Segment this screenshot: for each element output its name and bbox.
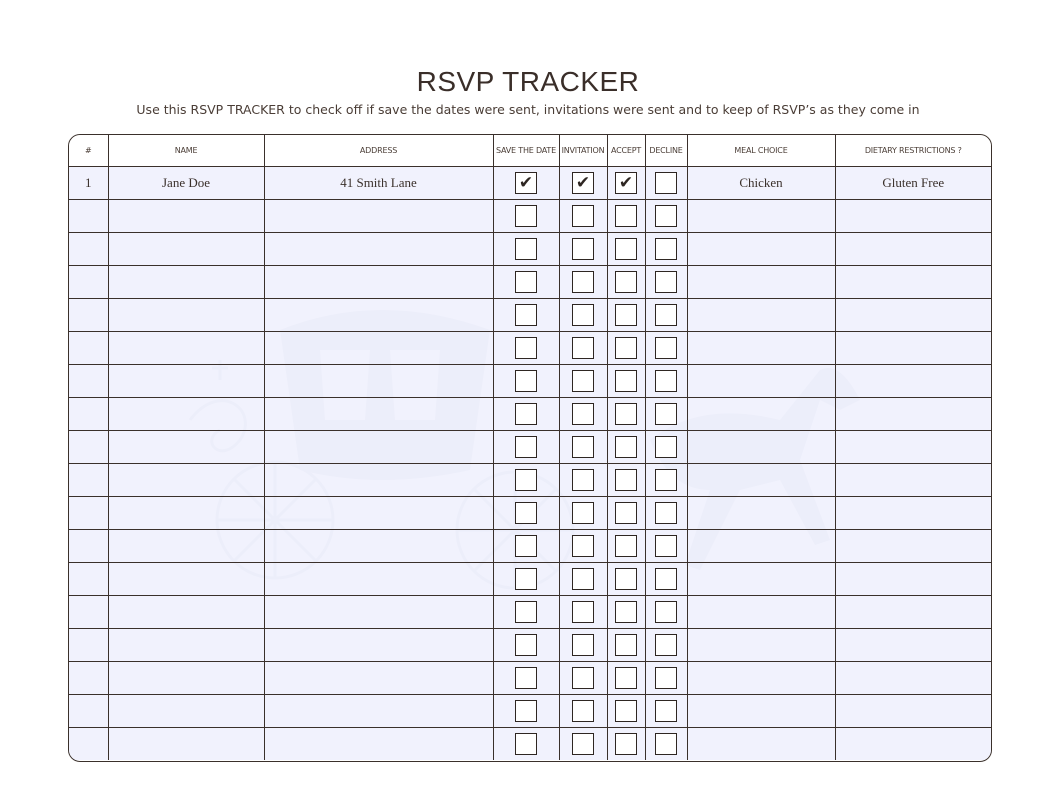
invitation-checkbox-cell bbox=[559, 629, 607, 662]
guest-address-cell[interactable] bbox=[264, 299, 493, 332]
guest-name-cell[interactable] bbox=[108, 299, 264, 332]
column-header-save-the-date: SAVE THE DATE bbox=[493, 135, 559, 167]
meal-choice-cell[interactable] bbox=[687, 365, 835, 398]
table-row bbox=[69, 530, 991, 563]
dietary-restrictions-cell[interactable] bbox=[835, 596, 991, 629]
guest-address-cell[interactable] bbox=[264, 695, 493, 728]
dietary-restrictions-cell[interactable] bbox=[835, 398, 991, 431]
table-row bbox=[69, 167, 991, 200]
decline-checkbox[interactable] bbox=[655, 469, 677, 491]
meal-choice-cell[interactable] bbox=[687, 728, 835, 761]
row-number-cell bbox=[69, 497, 108, 530]
dietary-restrictions-cell[interactable]: Gluten Free bbox=[835, 167, 991, 200]
invitation-checkbox-cell bbox=[559, 365, 607, 398]
meal-choice-cell[interactable] bbox=[687, 596, 835, 629]
meal-choice-cell[interactable] bbox=[687, 530, 835, 563]
decline-checkbox-cell bbox=[645, 728, 687, 761]
accept-checkbox-cell bbox=[607, 497, 645, 530]
accept-checkbox-cell bbox=[607, 728, 645, 761]
dietary-restrictions-cell[interactable] bbox=[835, 431, 991, 464]
save-the-date-checkbox[interactable] bbox=[515, 502, 537, 524]
guest-name-cell[interactable] bbox=[108, 365, 264, 398]
save-the-date-checkbox[interactable] bbox=[515, 370, 537, 392]
table-row bbox=[69, 563, 991, 596]
table-row bbox=[69, 497, 991, 530]
accept-checkbox[interactable] bbox=[615, 733, 637, 755]
accept-checkbox[interactable] bbox=[615, 370, 637, 392]
save-the-date-checkbox-cell bbox=[493, 596, 559, 629]
guest-name-cell[interactable] bbox=[108, 332, 264, 365]
guest-address-cell[interactable] bbox=[264, 365, 493, 398]
invitation-checkbox-cell bbox=[559, 266, 607, 299]
decline-checkbox-cell bbox=[645, 431, 687, 464]
invitation-checkbox-cell bbox=[559, 596, 607, 629]
table-row bbox=[69, 332, 991, 365]
guest-name-cell[interactable] bbox=[108, 200, 264, 233]
row-number-cell bbox=[69, 695, 108, 728]
accept-checkbox-cell bbox=[607, 365, 645, 398]
accept-checkbox-cell bbox=[607, 596, 645, 629]
invitation-checkbox[interactable] bbox=[572, 238, 594, 260]
table-row bbox=[69, 662, 991, 695]
meal-choice-cell[interactable] bbox=[687, 629, 835, 662]
accept-checkbox[interactable] bbox=[615, 304, 637, 326]
row-number-cell bbox=[69, 596, 108, 629]
decline-checkbox-cell bbox=[645, 299, 687, 332]
decline-checkbox[interactable] bbox=[655, 337, 677, 359]
guest-name-cell[interactable] bbox=[108, 629, 264, 662]
accept-checkbox[interactable] bbox=[615, 337, 637, 359]
save-the-date-checkbox-cell bbox=[493, 398, 559, 431]
invitation-checkbox[interactable] bbox=[572, 733, 594, 755]
decline-checkbox[interactable] bbox=[655, 271, 677, 293]
row-number-cell bbox=[69, 266, 108, 299]
table-row bbox=[69, 266, 991, 299]
guest-address-cell[interactable] bbox=[264, 464, 493, 497]
invitation-checkbox-cell bbox=[559, 695, 607, 728]
guest-address-cell[interactable] bbox=[264, 332, 493, 365]
guest-name-cell[interactable] bbox=[108, 596, 264, 629]
save-the-date-checkbox[interactable] bbox=[515, 238, 537, 260]
invitation-checkbox-cell bbox=[559, 662, 607, 695]
save-the-date-checkbox[interactable] bbox=[515, 634, 537, 656]
decline-checkbox[interactable] bbox=[655, 601, 677, 623]
dietary-restrictions-cell[interactable] bbox=[835, 332, 991, 365]
dietary-restrictions-cell[interactable] bbox=[835, 266, 991, 299]
dietary-restrictions-cell[interactable] bbox=[835, 695, 991, 728]
invitation-checkbox-cell bbox=[559, 431, 607, 464]
accept-checkbox[interactable] bbox=[615, 700, 637, 722]
row-number-cell bbox=[69, 662, 108, 695]
invitation-checkbox-cell bbox=[559, 464, 607, 497]
invitation-checkbox[interactable] bbox=[572, 502, 594, 524]
meal-choice-cell[interactable] bbox=[687, 200, 835, 233]
table-row bbox=[69, 233, 991, 266]
table-row bbox=[69, 398, 991, 431]
decline-checkbox[interactable] bbox=[655, 733, 677, 755]
invitation-checkbox-cell bbox=[559, 299, 607, 332]
invitation-checkbox[interactable] bbox=[572, 535, 594, 557]
guest-name-cell[interactable] bbox=[108, 497, 264, 530]
decline-checkbox[interactable] bbox=[655, 535, 677, 557]
decline-checkbox-cell bbox=[645, 662, 687, 695]
accept-checkbox[interactable] bbox=[615, 535, 637, 557]
accept-checkbox-cell bbox=[607, 431, 645, 464]
save-the-date-checkbox[interactable] bbox=[515, 667, 537, 689]
decline-checkbox-cell bbox=[645, 596, 687, 629]
guest-address-cell[interactable] bbox=[264, 662, 493, 695]
guest-address-cell[interactable] bbox=[264, 728, 493, 761]
guest-address-cell[interactable] bbox=[264, 530, 493, 563]
decline-checkbox[interactable] bbox=[655, 238, 677, 260]
guest-name-cell[interactable] bbox=[108, 431, 264, 464]
accept-checkbox[interactable]: ✔ bbox=[615, 172, 637, 194]
accept-checkbox[interactable] bbox=[615, 436, 637, 458]
column-header-number: # bbox=[69, 135, 108, 167]
save-the-date-checkbox-cell bbox=[493, 167, 559, 200]
guest-address-cell[interactable] bbox=[264, 563, 493, 596]
invitation-checkbox[interactable] bbox=[572, 667, 594, 689]
accept-checkbox[interactable] bbox=[615, 667, 637, 689]
guest-address-cell[interactable] bbox=[264, 398, 493, 431]
invitation-checkbox[interactable] bbox=[572, 469, 594, 491]
row-number-cell bbox=[69, 332, 108, 365]
invitation-checkbox-cell bbox=[559, 167, 607, 200]
save-the-date-checkbox-cell bbox=[493, 530, 559, 563]
accept-checkbox-cell bbox=[607, 233, 645, 266]
row-number-cell bbox=[69, 233, 108, 266]
save-the-date-checkbox[interactable]: ✔ bbox=[515, 172, 537, 194]
column-header-address: ADDRESS bbox=[264, 135, 493, 167]
save-the-date-checkbox-cell bbox=[493, 431, 559, 464]
accept-checkbox[interactable] bbox=[615, 502, 637, 524]
row-number-cell bbox=[69, 431, 108, 464]
meal-choice-cell[interactable] bbox=[687, 662, 835, 695]
save-the-date-checkbox[interactable] bbox=[515, 601, 537, 623]
invitation-checkbox-cell bbox=[559, 530, 607, 563]
guest-address-cell[interactable] bbox=[264, 200, 493, 233]
guest-name-cell[interactable] bbox=[108, 398, 264, 431]
guest-address-cell[interactable]: 41 Smith Lane bbox=[264, 167, 493, 200]
page-title: RSVP TRACKER bbox=[416, 66, 640, 97]
save-the-date-checkbox[interactable] bbox=[515, 337, 537, 359]
save-the-date-checkbox-cell bbox=[493, 299, 559, 332]
decline-checkbox-cell bbox=[645, 629, 687, 662]
accept-checkbox[interactable] bbox=[615, 271, 637, 293]
accept-checkbox-cell bbox=[607, 662, 645, 695]
save-the-date-checkbox-cell bbox=[493, 662, 559, 695]
save-the-date-checkbox-cell bbox=[493, 464, 559, 497]
save-the-date-checkbox[interactable] bbox=[515, 733, 537, 755]
save-the-date-checkbox[interactable] bbox=[515, 436, 537, 458]
guest-name-cell[interactable] bbox=[108, 563, 264, 596]
invitation-checkbox-cell bbox=[559, 200, 607, 233]
column-header-accept: ACCEPT bbox=[607, 135, 645, 167]
table-row bbox=[69, 629, 991, 662]
decline-checkbox-cell bbox=[645, 365, 687, 398]
decline-checkbox[interactable] bbox=[655, 700, 677, 722]
decline-checkbox[interactable] bbox=[655, 634, 677, 656]
save-the-date-checkbox-cell bbox=[493, 497, 559, 530]
invitation-checkbox-cell bbox=[559, 233, 607, 266]
column-header-meal-choice: MEAL CHOICE bbox=[687, 135, 835, 167]
accept-checkbox-cell bbox=[607, 695, 645, 728]
meal-choice-cell[interactable]: Chicken bbox=[687, 167, 835, 200]
accept-checkbox-cell bbox=[607, 266, 645, 299]
decline-checkbox[interactable] bbox=[655, 205, 677, 227]
accept-checkbox-cell bbox=[607, 629, 645, 662]
invitation-checkbox[interactable] bbox=[572, 304, 594, 326]
invitation-checkbox-cell bbox=[559, 497, 607, 530]
guest-address-cell[interactable] bbox=[264, 497, 493, 530]
invitation-checkbox-cell bbox=[559, 332, 607, 365]
rsvp-tracker-table bbox=[68, 134, 992, 762]
save-the-date-checkbox[interactable] bbox=[515, 535, 537, 557]
meal-choice-cell[interactable] bbox=[687, 233, 835, 266]
dietary-restrictions-cell[interactable] bbox=[835, 497, 991, 530]
accept-checkbox-cell bbox=[607, 200, 645, 233]
decline-checkbox-cell bbox=[645, 563, 687, 596]
decline-checkbox[interactable] bbox=[655, 172, 677, 194]
column-header-invitation: INVITATION bbox=[559, 135, 607, 167]
decline-checkbox[interactable] bbox=[655, 568, 677, 590]
decline-checkbox-cell bbox=[645, 266, 687, 299]
accept-checkbox[interactable] bbox=[615, 403, 637, 425]
invitation-checkbox[interactable] bbox=[572, 634, 594, 656]
save-the-date-checkbox-cell bbox=[493, 332, 559, 365]
decline-checkbox-cell bbox=[645, 398, 687, 431]
save-the-date-checkbox-cell bbox=[493, 728, 559, 761]
accept-checkbox[interactable] bbox=[615, 238, 637, 260]
accept-checkbox[interactable] bbox=[615, 469, 637, 491]
row-number-cell bbox=[69, 398, 108, 431]
meal-choice-cell[interactable] bbox=[687, 266, 835, 299]
row-number-cell bbox=[69, 563, 108, 596]
guest-address-cell[interactable] bbox=[264, 596, 493, 629]
invitation-checkbox-cell bbox=[559, 728, 607, 761]
meal-choice-cell[interactable] bbox=[687, 563, 835, 596]
decline-checkbox[interactable] bbox=[655, 370, 677, 392]
invitation-checkbox[interactable] bbox=[572, 601, 594, 623]
dietary-restrictions-cell[interactable] bbox=[835, 299, 991, 332]
save-the-date-checkbox[interactable] bbox=[515, 304, 537, 326]
accept-checkbox[interactable] bbox=[615, 205, 637, 227]
row-number-cell bbox=[69, 299, 108, 332]
accept-checkbox[interactable] bbox=[615, 634, 637, 656]
decline-checkbox[interactable] bbox=[655, 667, 677, 689]
decline-checkbox-cell bbox=[645, 464, 687, 497]
invitation-checkbox-cell bbox=[559, 398, 607, 431]
row-number-cell bbox=[69, 464, 108, 497]
guest-address-cell[interactable] bbox=[264, 629, 493, 662]
column-header-name: NAME bbox=[108, 135, 264, 167]
dietary-restrictions-cell[interactable] bbox=[835, 728, 991, 761]
row-number-cell: 1 bbox=[69, 167, 108, 200]
dietary-restrictions-cell[interactable] bbox=[835, 365, 991, 398]
column-header-dietary-restrictions: DIETARY RESTRICTIONS ? bbox=[835, 135, 991, 167]
save-the-date-checkbox[interactable] bbox=[515, 469, 537, 491]
save-the-date-checkbox[interactable] bbox=[515, 403, 537, 425]
decline-checkbox[interactable] bbox=[655, 304, 677, 326]
save-the-date-checkbox[interactable] bbox=[515, 700, 537, 722]
guest-name-cell[interactable] bbox=[108, 266, 264, 299]
table-row bbox=[69, 464, 991, 497]
decline-checkbox-cell bbox=[645, 200, 687, 233]
meal-choice-cell[interactable] bbox=[687, 695, 835, 728]
save-the-date-checkbox-cell bbox=[493, 266, 559, 299]
guest-name-cell[interactable] bbox=[108, 464, 264, 497]
dietary-restrictions-cell[interactable] bbox=[835, 629, 991, 662]
decline-checkbox-cell bbox=[645, 167, 687, 200]
dietary-restrictions-cell[interactable] bbox=[835, 530, 991, 563]
dietary-restrictions-cell[interactable] bbox=[835, 662, 991, 695]
save-the-date-checkbox-cell bbox=[493, 695, 559, 728]
dietary-restrictions-cell[interactable] bbox=[835, 200, 991, 233]
table-row bbox=[69, 431, 991, 464]
invitation-checkbox-cell bbox=[559, 563, 607, 596]
meal-choice-cell[interactable] bbox=[687, 332, 835, 365]
accept-checkbox-cell bbox=[607, 398, 645, 431]
meal-choice-cell[interactable] bbox=[687, 464, 835, 497]
decline-checkbox-cell bbox=[645, 530, 687, 563]
row-number-cell bbox=[69, 365, 108, 398]
invitation-checkbox[interactable] bbox=[572, 436, 594, 458]
accept-checkbox-cell bbox=[607, 299, 645, 332]
accept-checkbox-cell bbox=[607, 332, 645, 365]
meal-choice-cell[interactable] bbox=[687, 497, 835, 530]
accept-checkbox-cell bbox=[607, 167, 645, 200]
invitation-checkbox[interactable] bbox=[572, 205, 594, 227]
guest-name-cell[interactable] bbox=[108, 662, 264, 695]
invitation-checkbox[interactable] bbox=[572, 568, 594, 590]
table-row bbox=[69, 299, 991, 332]
decline-checkbox[interactable] bbox=[655, 403, 677, 425]
meal-choice-cell[interactable] bbox=[687, 299, 835, 332]
invitation-checkbox[interactable] bbox=[572, 700, 594, 722]
save-the-date-checkbox[interactable] bbox=[515, 271, 537, 293]
guest-name-cell[interactable] bbox=[108, 530, 264, 563]
decline-checkbox[interactable] bbox=[655, 436, 677, 458]
guest-name-cell[interactable]: Jane Doe bbox=[108, 167, 264, 200]
accept-checkbox-cell bbox=[607, 530, 645, 563]
dietary-restrictions-cell[interactable] bbox=[835, 563, 991, 596]
invitation-checkbox[interactable] bbox=[572, 271, 594, 293]
invitation-checkbox[interactable] bbox=[572, 370, 594, 392]
page-subtitle: Use this RSVP TRACKER to check off if save the dates were sent, invitations were sent and to keep of RSVP’s as they come in bbox=[136, 102, 920, 117]
save-the-date-checkbox[interactable] bbox=[515, 205, 537, 227]
column-header-decline: DECLINE bbox=[645, 135, 687, 167]
table-header-row bbox=[69, 135, 991, 167]
row-number-cell bbox=[69, 530, 108, 563]
decline-checkbox-cell bbox=[645, 497, 687, 530]
save-the-date-checkbox-cell bbox=[493, 365, 559, 398]
guest-address-cell[interactable] bbox=[264, 266, 493, 299]
accept-checkbox[interactable] bbox=[615, 568, 637, 590]
decline-checkbox-cell bbox=[645, 233, 687, 266]
row-number-cell bbox=[69, 629, 108, 662]
meal-choice-cell[interactable] bbox=[687, 431, 835, 464]
accept-checkbox[interactable] bbox=[615, 601, 637, 623]
dietary-restrictions-cell[interactable] bbox=[835, 464, 991, 497]
decline-checkbox-cell bbox=[645, 695, 687, 728]
guest-address-cell[interactable] bbox=[264, 431, 493, 464]
table-row bbox=[69, 200, 991, 233]
guest-name-cell[interactable] bbox=[108, 233, 264, 266]
table-row bbox=[69, 596, 991, 629]
row-number-cell bbox=[69, 200, 108, 233]
save-the-date-checkbox[interactable] bbox=[515, 568, 537, 590]
guest-name-cell[interactable] bbox=[108, 695, 264, 728]
table-row bbox=[69, 728, 991, 761]
guest-address-cell[interactable] bbox=[264, 233, 493, 266]
row-number-cell bbox=[69, 728, 108, 761]
invitation-checkbox[interactable] bbox=[572, 337, 594, 359]
invitation-checkbox[interactable] bbox=[572, 403, 594, 425]
dietary-restrictions-cell[interactable] bbox=[835, 233, 991, 266]
invitation-checkbox[interactable]: ✔ bbox=[572, 172, 594, 194]
accept-checkbox-cell bbox=[607, 464, 645, 497]
save-the-date-checkbox-cell bbox=[493, 563, 559, 596]
table-row bbox=[69, 365, 991, 398]
meal-choice-cell[interactable] bbox=[687, 398, 835, 431]
save-the-date-checkbox-cell bbox=[493, 629, 559, 662]
save-the-date-checkbox-cell bbox=[493, 200, 559, 233]
decline-checkbox[interactable] bbox=[655, 502, 677, 524]
save-the-date-checkbox-cell bbox=[493, 233, 559, 266]
decline-checkbox-cell bbox=[645, 332, 687, 365]
table-row bbox=[69, 695, 991, 728]
guest-name-cell[interactable] bbox=[108, 728, 264, 761]
accept-checkbox-cell bbox=[607, 563, 645, 596]
